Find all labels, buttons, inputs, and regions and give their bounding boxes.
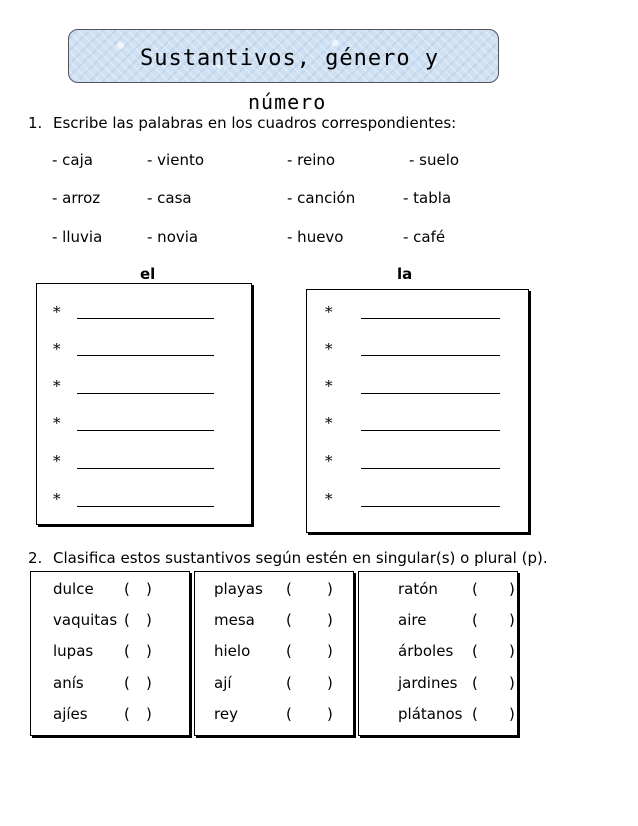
word-item: - lluvia bbox=[52, 228, 103, 246]
answer-box-el bbox=[36, 283, 252, 525]
answer-paren-open: ( bbox=[124, 611, 130, 629]
page-title-line-1: Sustantivos, género y bbox=[140, 46, 440, 71]
answer-paren-close: ) bbox=[327, 705, 333, 723]
bullet-star: * bbox=[53, 414, 61, 432]
answer-paren-close: ) bbox=[509, 580, 515, 598]
answer-paren-open: ( bbox=[286, 674, 292, 692]
noun-item: jardines bbox=[398, 674, 458, 692]
page-title-line-2: número bbox=[248, 90, 327, 114]
answer-line[interactable] bbox=[77, 468, 214, 469]
column-header-el: el bbox=[140, 265, 156, 283]
answer-paren-close: ) bbox=[327, 674, 333, 692]
exercise-2-instruction: Clasifica estos sustantivos según estén en singular(s) o plural (p). bbox=[53, 549, 548, 567]
answer-line[interactable] bbox=[361, 355, 500, 356]
answer-line[interactable] bbox=[361, 393, 500, 394]
answer-paren-close: ) bbox=[146, 642, 152, 660]
answer-paren-open: ( bbox=[124, 642, 130, 660]
word-item: - tabla bbox=[403, 189, 452, 207]
noun-item: hielo bbox=[214, 642, 251, 660]
noun-item: anís bbox=[53, 674, 84, 692]
word-item: - arroz bbox=[52, 189, 101, 207]
answer-paren-close: ) bbox=[509, 642, 515, 660]
answer-line[interactable] bbox=[361, 318, 500, 319]
bullet-star: * bbox=[53, 377, 61, 395]
bullet-star: * bbox=[325, 340, 333, 358]
word-item: - viento bbox=[147, 151, 205, 169]
bullet-star: * bbox=[325, 452, 333, 470]
answer-paren-open: ( bbox=[472, 705, 478, 723]
answer-line[interactable] bbox=[361, 430, 500, 431]
noun-item: ají bbox=[214, 674, 232, 692]
bullet-star: * bbox=[53, 303, 61, 321]
answer-line[interactable] bbox=[77, 430, 214, 431]
noun-item: vaquitas bbox=[53, 611, 118, 629]
answer-paren-close: ) bbox=[146, 674, 152, 692]
answer-paren-open: ( bbox=[286, 611, 292, 629]
answer-paren-close: ) bbox=[509, 674, 515, 692]
answer-paren-close: ) bbox=[146, 705, 152, 723]
noun-item: aire bbox=[398, 611, 427, 629]
answer-line[interactable] bbox=[361, 468, 500, 469]
column-header-la: la bbox=[397, 265, 413, 283]
noun-item: dulce bbox=[53, 580, 94, 598]
answer-paren-close: ) bbox=[327, 580, 333, 598]
answer-paren-open: ( bbox=[472, 674, 478, 692]
answer-paren-close: ) bbox=[146, 580, 152, 598]
answer-line[interactable] bbox=[77, 393, 214, 394]
answer-paren-open: ( bbox=[124, 674, 130, 692]
word-item: - huevo bbox=[287, 228, 344, 246]
noun-item: ajíes bbox=[53, 705, 88, 723]
answer-paren-open: ( bbox=[124, 705, 130, 723]
bullet-star: * bbox=[325, 303, 333, 321]
answer-paren-open: ( bbox=[286, 705, 292, 723]
bullet-star: * bbox=[325, 414, 333, 432]
bullet-star: * bbox=[325, 377, 333, 395]
answer-line[interactable] bbox=[361, 506, 500, 507]
bullet-star: * bbox=[53, 490, 61, 508]
noun-item: mesa bbox=[214, 611, 255, 629]
answer-paren-close: ) bbox=[327, 611, 333, 629]
answer-paren-open: ( bbox=[472, 580, 478, 598]
answer-line[interactable] bbox=[77, 506, 214, 507]
word-item: - caja bbox=[52, 151, 93, 169]
noun-item: lupas bbox=[53, 642, 94, 660]
bullet-star: * bbox=[53, 452, 61, 470]
bullet-star: * bbox=[325, 490, 333, 508]
bullet-star: * bbox=[53, 340, 61, 358]
noun-item: ratón bbox=[398, 580, 438, 598]
noun-item: playas bbox=[214, 580, 263, 598]
word-item: - canción bbox=[287, 189, 356, 207]
answer-paren-close: ) bbox=[509, 611, 515, 629]
answer-paren-open: ( bbox=[286, 580, 292, 598]
exercise-1-instruction: Escribe las palabras en los cuadros correspondientes: bbox=[53, 114, 457, 132]
word-item: - suelo bbox=[409, 151, 460, 169]
answer-line[interactable] bbox=[77, 318, 214, 319]
answer-paren-close: ) bbox=[146, 611, 152, 629]
noun-item: árboles bbox=[398, 642, 454, 660]
noun-item: rey bbox=[214, 705, 238, 723]
word-item: - novia bbox=[147, 228, 199, 246]
word-item: - reino bbox=[287, 151, 336, 169]
answer-paren-open: ( bbox=[286, 642, 292, 660]
answer-line[interactable] bbox=[77, 355, 214, 356]
answer-paren-open: ( bbox=[472, 642, 478, 660]
answer-paren-close: ) bbox=[327, 642, 333, 660]
answer-paren-open: ( bbox=[124, 580, 130, 598]
word-item: - café bbox=[403, 228, 446, 246]
exercise-2-number: 2. bbox=[28, 549, 43, 567]
answer-box-la bbox=[306, 289, 529, 533]
word-item: - casa bbox=[147, 189, 192, 207]
answer-paren-close: ) bbox=[509, 705, 515, 723]
noun-item: plátanos bbox=[398, 705, 463, 723]
answer-paren-open: ( bbox=[472, 611, 478, 629]
exercise-1-number: 1. bbox=[28, 114, 43, 132]
